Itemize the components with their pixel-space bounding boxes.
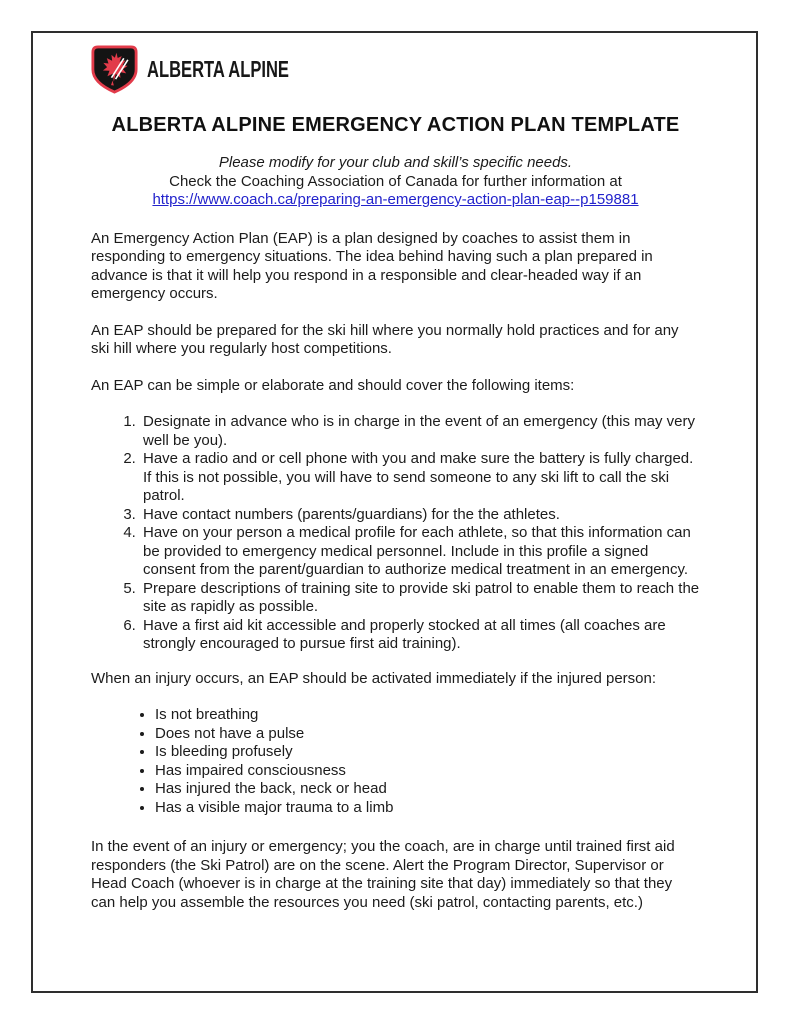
shield-maple-leaf-icon [91, 45, 138, 94]
prepared-for-paragraph: An EAP should be prepared for the ski hill where you normally hold practices and for any ski hill where you regularly host competitions. [91, 321, 679, 357]
subtitle-block [91, 154, 700, 210]
intro-paragraph: An Emergency Action Plan (EAP) is a plan designed by coaches to assist them in responding to emergency situations. The idea behind having such a plan prepared in advance is that it will help you respond in a responsible and clear-headed way if an emergency occurs. [91, 229, 653, 302]
document-content [33, 33, 756, 930]
numbered-item: 5. Prepare descriptions of training site to provide ski patrol to enable them to reach the site as rapidly as possible. [140, 580, 700, 617]
numbered-item: 4. Have on your person a medical profile for each athlete, so that this information can be provided to emergency medical personnel. Include in this profile a signed consent from the parent/guardian to authorize medical treatment in an emergency. [140, 524, 700, 580]
cac-info-line: Check the Coaching Association of Canada for further information at [169, 172, 622, 190]
page-border [31, 31, 758, 993]
bullet-item: • Is bleeding profusely [155, 743, 700, 762]
cover-items-lead: An EAP can be simple or elaborate and should cover the following items: [91, 376, 575, 394]
bullet-item: • Has a visible major trauma to a limb [155, 799, 700, 818]
numbered-item: 6. Have a first aid kit accessible and properly stocked at all times (all coaches are strongly encouraged to pursue first aid training). [140, 617, 700, 654]
bullet-item: • Has impaired consciousness [155, 762, 700, 781]
coach-ca-link[interactable]: https://www.coach.ca/preparing-an-emergency-action-plan-eap--p159881 [152, 191, 639, 208]
brand-name: ALBERTA ALPINE [147, 55, 289, 82]
bullet-item: • Is not breathing [155, 706, 700, 725]
eap-items-list [91, 413, 700, 654]
document-title: ALBERTA ALPINE EMERGENCY ACTION PLAN TEMPLATE [111, 114, 680, 136]
modify-note: Please modify for your club and skill’s specific needs. [218, 154, 573, 171]
closing-paragraph: In the event of an injury or emergency; you the coach, are in charge until trained first aid responders (the Ski Patrol) are on the scene. Alert the Program Director, Supervisor or Head Coach (whoever is in charge at the training site that day) immediately so that they can help you assemble the resources you need (ski patrol, contacting parents, etc.) [91, 838, 675, 911]
bullet-item: • Has injured the back, neck or head [155, 780, 700, 799]
numbered-item: 1. Designate in advance who is in charge in the event of an emergency (this may very well be you). [140, 413, 700, 450]
numbered-item: 2. Have a radio and or cell phone with you and make sure the battery is fully charged. If this is not possible, you will have to send someone to any ski lift to call the ski patrol. [140, 450, 700, 506]
brand-logo [91, 44, 700, 94]
numbered-item: 3. Have contact numbers (parents/guardians) for the the athletes. [140, 506, 700, 525]
activation-lead: When an injury occurs, an EAP should be activated immediately if the injured person: [91, 669, 657, 687]
bullet-item: • Does not have a pulse [155, 725, 700, 744]
injury-conditions-list [91, 706, 700, 817]
